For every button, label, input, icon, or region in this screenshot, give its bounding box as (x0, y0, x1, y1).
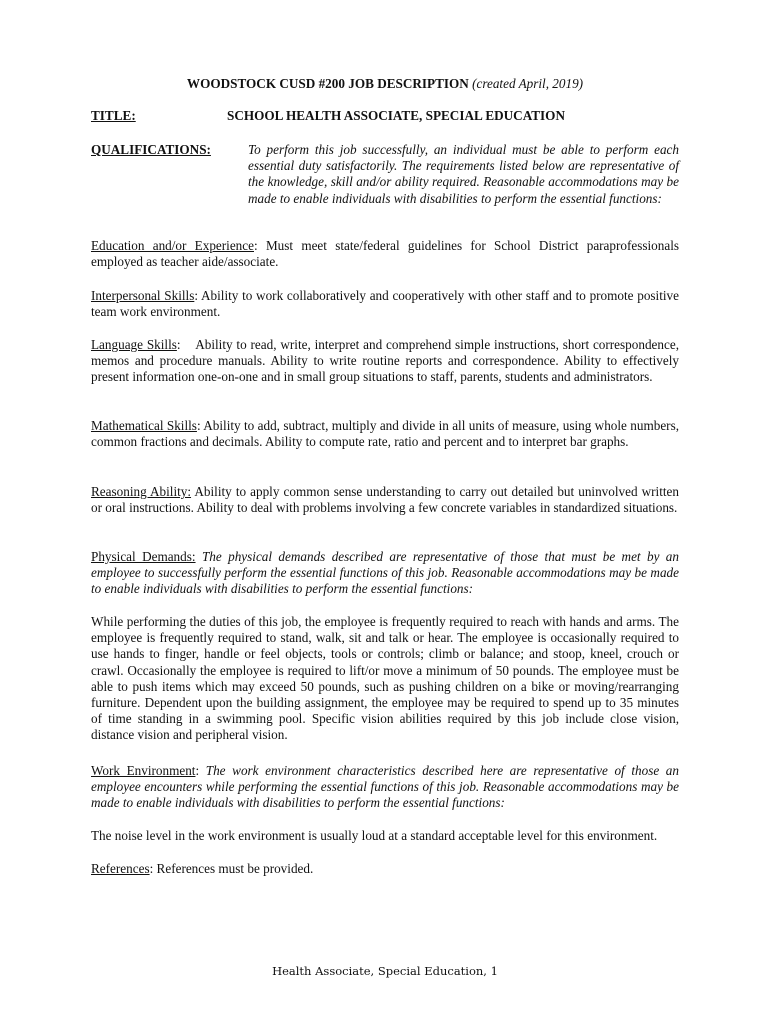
document-title: WOODSTOCK CUSD #200 JOB DESCRIPTION (186, 76, 469, 91)
section-interpersonal: Interpersonal Skills: Ability to work collaboratively and cooperatively with other staff and to promote positive team work environment. (91, 288, 679, 320)
section-physical (91, 549, 679, 598)
section-reasoning (91, 484, 679, 516)
section-text: While performing the duties of this job, the employee is frequently required to reach with hands and arms. The employee is frequently required to stand, walk, sit and talk or hear. The employee is occasionally required to use hands to finger, handle or feel objects, tools or controls; climb or balance; and stoop, kneel, crouch or crawl. Occasionally the employee is required to lift/or move a minimum of 50 pounds. The employee must be able to push items which may exceed 50 pounds, such as pushing children on a bike or moving/rearranging furniture. Dependent upon the building assignment, the employee may be required to spend up to 35 minutes of time standing in a swimming pool. Specific vision abilities required by this job include close vision, distance vision and peripheral vision. (91, 614, 679, 743)
section-education: Education and/or Experience: Must meet state/federal guidelines for School District paraprofessionals employed as teacher aide/associate. (91, 238, 680, 270)
section-text: The physical demands described are representative of those that must be met by an employee to successfully perform the essential functions of this job. Reasonable accommodations may be made to enable individuals with disabilities to perform the essential functions: (91, 549, 679, 597)
section-language: Language Skills: Ability to read, write, interpret and comprehend simple instructions, short correspondence, memos and procedure manuals. Ability to write routine reports and correspondence. Ability to effectively present information one-on-one and in small group situations to staff, parents, students and administrators. (91, 337, 679, 385)
section-text: Must meet state/federal guidelines for School District paraprofessionals employed as teacher aide/associate. (91, 238, 680, 270)
section-text: Ability to read, write, interpret and comprehend simple instructions, short correspondence, memos and procedure manuals. Ability to write routine reports and correspondence. Ability to effectively present information one-on-one and in small group situations to staff, parents, students and administrators. (91, 337, 679, 385)
section-label: Reasoning Ability: (91, 484, 192, 499)
section-physical-details (91, 614, 679, 744)
section-text: Ability to work collaboratively and cooperatively with other staff and to promote positive team work environment. (91, 288, 679, 320)
section-label: Education and/or Experience (91, 238, 254, 253)
job-title: SCHOOL HEALTH ASSOCIATE, SPECIAL EDUCATION (227, 108, 565, 123)
section-references: References: References must be provided. (91, 861, 314, 876)
section-text: Ability to apply common sense understanding to carry out detailed but uninvolved written or oral instructions. Ability to deal with problems involving a few concrete variables in standardized situations. (91, 484, 679, 516)
created-date: (created April, 2019) (472, 76, 584, 91)
document-header (91, 76, 679, 92)
section-text: The work environment characteristics described here are representative of those an employee encounters while performing the essential functions of this job. Reasonable accommodations may be made to enable individuals with disabilities to perform the essential functions: (91, 763, 679, 811)
title-label: TITLE: (91, 108, 136, 123)
section-text: Ability to add, subtract, multiply and divide in all units of measure, using whole numbers, common fractions and decimals. Ability to compute rate, ratio and percent and to interpret bar graphs. (91, 418, 679, 450)
section-text: The noise level in the work environment is usually loud at a standard acceptable level for this environment. (91, 828, 658, 843)
section-noise-level (91, 828, 679, 844)
section-mathematical: Mathematical Skills: Ability to add, subtract, multiply and divide in all units of measure, using whole numbers, common fractions and decimals. Ability to compute rate, ratio and percent and to interpret bar graphs. (91, 418, 679, 450)
section-work-environment: Work Environment: The work environment characteristics described here are representative of those an employee encounters while performing the essential functions of this job. Reasonable accommodations may be made to enable individuals with disabilities to perform the essential functions: (91, 763, 679, 811)
section-text: References must be provided. (156, 861, 314, 876)
qualifications-text: To perform this job successfully, an individual must be able to perform each essential duty satisfactorily. The requirements listed below are representative of the knowledge, skill and/or ability required. Reasonable accommodations may be made to enable individuals with disabilities to perform the essential functions: (248, 142, 679, 206)
qualifications-label: QUALIFICATIONS: (91, 142, 211, 157)
section-label: References (91, 861, 150, 876)
section-label: Mathematical Skills (91, 418, 197, 433)
page-footer: Health Associate, Special Education, 1 (272, 964, 498, 978)
section-label: Language Skills (91, 337, 177, 352)
section-label: Work Environment (91, 763, 196, 778)
section-label: Physical Demands: (91, 549, 196, 564)
section-label: Interpersonal Skills (91, 288, 195, 303)
